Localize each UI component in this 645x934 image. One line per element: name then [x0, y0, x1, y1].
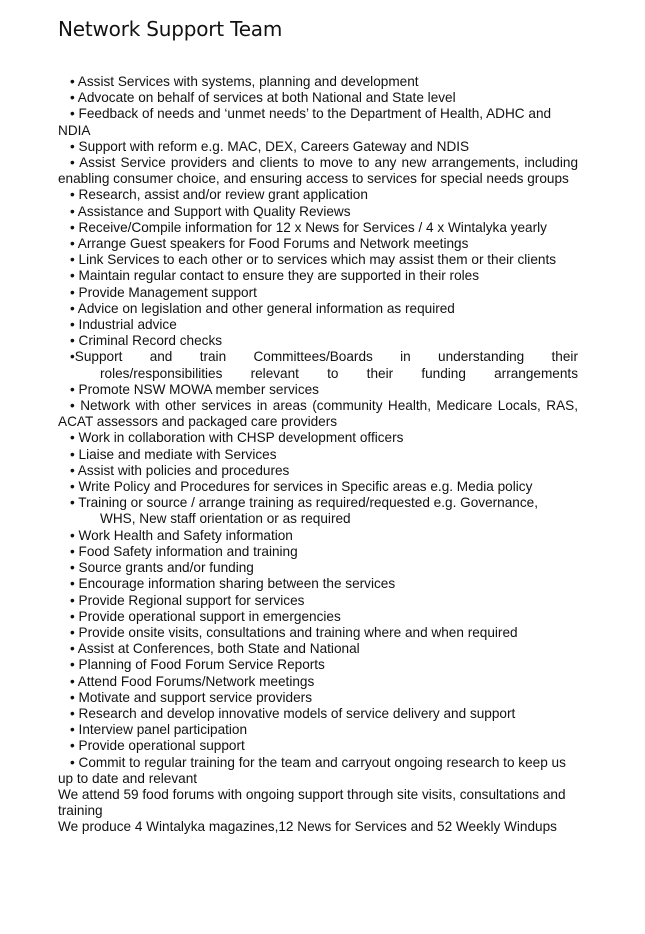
list-item: • Write Policy and Procedures for services in Specific areas e.g. Media policy: [70, 479, 533, 495]
list-item: • Provide Regional support for services: [70, 592, 305, 608]
list-item: • Liaise and mediate with Services: [70, 446, 277, 462]
list-item: • Assist Service providers and clients to move to any new arrangements, including enabling consumer choice, and ensuring access to services for special needs groups: [58, 155, 578, 187]
list-item: • Link Services to each other or to services which may assist them or their clients: [70, 252, 557, 268]
list-item: • Arrange Guest speakers for Food Forums and Network meetings: [70, 236, 469, 252]
list-item: • Commit to regular training for the team and carryout ongoing research to keep us up to date and relevant: [58, 754, 566, 786]
page-title: Network Support Team: [58, 17, 283, 41]
food-forums-paragraph: We attend 59 food forums with ongoing support through site visits, consultations and training: [58, 786, 566, 819]
list-item: • Encourage information sharing between the services: [70, 576, 396, 592]
list-item: • Source grants and/or funding: [70, 560, 254, 576]
list-item: • Provide Management support: [70, 284, 257, 300]
list-item: • Industrial advice: [70, 317, 177, 333]
list-item: [58, 349, 578, 381]
list-item: • Criminal Record checks: [70, 333, 223, 349]
list-item: • Assist with policies and procedures: [70, 462, 290, 478]
list-item: • Advocate on behalf of services at both National and State level: [70, 90, 456, 106]
list-item: • Assist at Conferences, both State and National: [70, 641, 360, 657]
support-line-1: •Support and train Committees/Boards in understanding their: [70, 349, 578, 365]
list-item: • Receive/Compile information for 12 x News for Services / 4 x Wintalyka yearly: [70, 219, 547, 235]
list-item: • Promote NSW MOWA member services: [70, 381, 319, 397]
publications-paragraph: We produce 4 Wintalyka magazines,12 News for Services and 52 Weekly Windups: [58, 819, 557, 835]
list-item: • Planning of Food Forum Service Reports: [70, 657, 325, 673]
list-item: • Feedback of needs and ‘unmet needs’ to the Department of Health, ADHC and NDIA: [58, 106, 552, 138]
list-item: • Provide operational support in emergencies: [70, 608, 341, 624]
support-line-2: roles/responsibilities relevant to their funding arrangements: [100, 365, 578, 381]
list-item: • Research and develop innovative models of service delivery and support: [70, 705, 516, 721]
list-item: • Attend Food Forums/Network meetings: [70, 673, 315, 689]
list-item: • Assist Services with systems, planning and development: [70, 74, 419, 89]
list-item: • Motivate and support service providers: [70, 689, 313, 705]
list-item: • Work Health and Safety information: [70, 527, 293, 543]
list-item: • Network with other services in areas (community Health, Medicare Locals, RAS, ACAT assessors and packaged care providers: [58, 398, 578, 430]
list-item: • Maintain regular contact to ensure they are supported in their roles: [70, 268, 480, 284]
list-item: • Assistance and Support with Quality Reviews: [70, 203, 351, 219]
list-item: • Interview panel participation: [70, 722, 248, 738]
list-item: • Support with reform e.g. MAC, DEX, Careers Gateway and NDIS: [70, 138, 470, 154]
list-item: • Food Safety information and training: [70, 543, 298, 559]
list-item: • Provide operational support: [70, 738, 245, 754]
list-item: • Training or source / arrange training as required/requested e.g. Governance, WHS, New staff orientation or as required: [70, 495, 538, 527]
list-item: • Provide onsite visits, consultations and training where and when required: [70, 624, 518, 640]
services-list: [58, 74, 578, 836]
list-item: • Advice on legislation and other general information as required: [70, 300, 455, 316]
list-item: • Research, assist and/or review grant application: [70, 187, 368, 203]
list-item: • Work in collaboration with CHSP development officers: [70, 430, 404, 446]
